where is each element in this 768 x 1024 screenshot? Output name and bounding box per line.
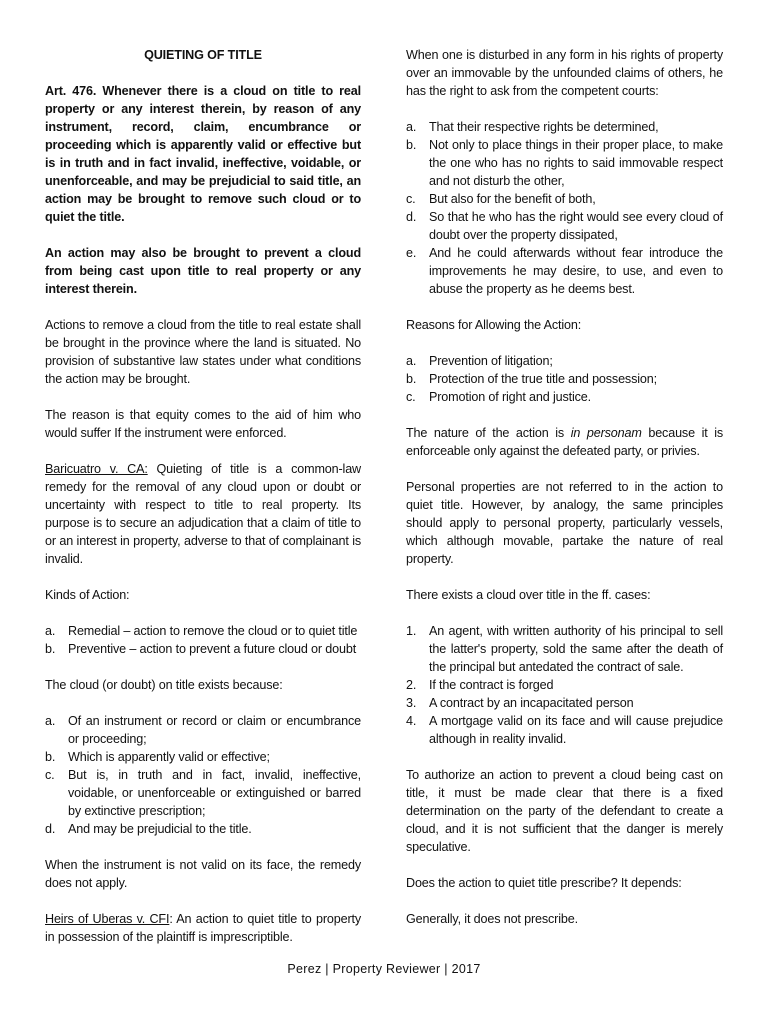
list-marker: b. — [406, 372, 417, 386]
list-marker: c. — [406, 390, 416, 404]
list-text: So that he who has the right would see every cloud of doubt over the property dissipated, — [429, 210, 723, 242]
list-text: And he could afterwards without fear introduce the improvements he may desire, to use, and even to abuse the property as he deems best. — [429, 246, 723, 296]
generally-paragraph: Generally, it does not prescribe. — [406, 912, 578, 926]
list-text: But also for the benefit of both, — [429, 192, 596, 206]
list-item — [406, 712, 723, 748]
list-item — [406, 676, 723, 694]
list-text: Promotion of right and justice. — [429, 390, 591, 404]
rights-list — [406, 118, 723, 298]
list-text: Prevention of litigation; — [429, 354, 553, 368]
list-marker: 3. — [406, 696, 417, 710]
cases-heading: There exists a cloud over title in the ff. cases: — [406, 588, 651, 602]
venue-paragraph: Actions to remove a cloud from the title to real estate shall be brought in the province where the land is situated. No provision of substantive law states under what conditions the action may be brought. — [45, 318, 361, 386]
list-marker: a. — [406, 354, 417, 368]
list-item — [406, 208, 723, 244]
list-text: Remedial – action to remove the cloud or to quiet title — [68, 624, 358, 638]
authorize-paragraph: To authorize an action to prevent a cloud being cast on title, it must be made clear that there is a fixed determination on the party of the defendant to create a cloud, and it is not sufficient that the danger is merely speculative. — [406, 768, 723, 854]
list-marker: a. — [45, 624, 56, 638]
list-text: A mortgage valid on its face and will cause prejudice although in reality invalid. — [429, 714, 723, 746]
kinds-heading: Kinds of Action: — [45, 588, 130, 602]
cloud-list — [45, 712, 361, 838]
list-marker: b. — [406, 138, 417, 152]
list-item — [406, 622, 723, 676]
list-item — [45, 712, 361, 748]
list-item — [406, 694, 723, 712]
list-text: Protection of the true title and possession; — [429, 372, 657, 386]
list-item — [45, 622, 361, 640]
nature-paragraph — [406, 424, 723, 460]
article-476-second-paragraph: An action may also be brought to prevent a cloud from being cast upon title to real property or any interest therein. — [45, 246, 361, 296]
equity-paragraph: The reason is that equity comes to the aid of him who would suffer If the instrument were enforced. — [45, 408, 361, 440]
reasons-list — [406, 352, 723, 406]
heirs-paragraph — [45, 910, 361, 946]
list-marker: d. — [406, 210, 417, 224]
cloud-heading: The cloud (or doubt) on title exists because: — [45, 678, 283, 692]
list-item — [406, 190, 723, 208]
list-text: A contract by an incapacitated person — [429, 696, 634, 710]
list-item — [45, 820, 361, 838]
list-item — [406, 118, 723, 136]
heirs-case-name: Heirs of Uberas v. CFI — [45, 912, 170, 926]
cases-list — [406, 622, 723, 748]
list-marker: e. — [406, 246, 417, 260]
prescribe-question: Does the action to quiet title prescribe? It depends: — [406, 876, 682, 890]
list-text: Which is apparently valid or effective; — [68, 750, 270, 764]
list-marker: a. — [406, 120, 417, 134]
list-marker: a. — [45, 714, 56, 728]
list-item — [406, 352, 723, 370]
heirs-text: : An action to quiet title to property in possession of the plaintiff is imprescriptible. — [45, 912, 361, 944]
list-text: That their respective rights be determined, — [429, 120, 659, 134]
baricuatro-text: Quieting of title is a common-law remedy for the removal of any cloud upon or doubt or uncertainty with respect to title to real property. Its purpose is to secure an adjudication that a claim of title to or an interest in property, adverse to that of complainant is invalid. — [45, 462, 361, 566]
reasons-heading: Reasons for Allowing the Action: — [406, 318, 582, 332]
list-marker: c. — [45, 768, 55, 782]
list-text: But is, in truth and in fact, invalid, ineffective, voidable, or unenforceable or extinguished or barred by extinctive prescription; — [68, 768, 361, 818]
article-476: Art. 476. Whenever there is a cloud on title to real property or any interest therein, by reason of any instrument, record, claim, encumbrance or proceeding which is apparently valid or effective but is in truth and in fact invalid, ineffective, voidable, or unenforceable, and may be prejudicial to said title, an action may be brought to remove such cloud or to quiet the title. — [45, 84, 361, 224]
list-text: Of an instrument or record or claim or encumbrance or proceeding; — [68, 714, 361, 746]
nature-text-end: because it is enforceable only against the defeated party, or privies. — [406, 426, 724, 458]
list-marker: 4. — [406, 714, 417, 728]
list-marker: 2. — [406, 678, 417, 692]
list-text: Not only to place things in their proper place, to make the one who has no rights to said immovable respect and not disturb the other, — [429, 138, 723, 188]
nature-text-start: The nature of the action is — [406, 426, 571, 440]
left-column — [45, 46, 361, 964]
page-title: QUIETING OF TITLE — [144, 48, 262, 62]
list-marker: b. — [45, 750, 56, 764]
list-marker: c. — [406, 192, 416, 206]
baricuatro-paragraph — [45, 460, 361, 568]
list-marker: b. — [45, 642, 56, 656]
disturbed-paragraph: When one is disturbed in any form in his rights of property over an immovable by the unfounded claims of others, he has the right to ask from the competent courts: — [406, 48, 723, 98]
list-marker: d. — [45, 822, 56, 836]
page-footer: Perez | Property Reviewer | 2017 — [287, 962, 481, 976]
list-item — [406, 244, 723, 298]
baricuatro-case-name: Baricuatro v. CA: — [45, 462, 148, 476]
list-item — [406, 136, 723, 190]
list-text: And may be prejudicial to the title. — [68, 822, 252, 836]
not-valid-paragraph: When the instrument is not valid on its face, the remedy does not apply. — [45, 858, 361, 890]
in-personam-term: in personam — [570, 426, 642, 440]
list-text: An agent, with written authority of his principal to sell the latter's property, sold the same after the death of the principal but antedated the contract of sale. — [429, 624, 723, 674]
list-marker: 1. — [406, 624, 417, 638]
personal-property-paragraph: Personal properties are not referred to in the action to quiet title. However, by analogy, the same principles should apply to personal property, particularly vessels, which although movable, partake the nature of real property. — [406, 480, 723, 566]
list-item — [45, 748, 361, 766]
kinds-list — [45, 622, 361, 658]
list-item — [45, 640, 361, 658]
list-text: If the contract is forged — [429, 678, 554, 692]
list-item — [45, 766, 361, 820]
right-column — [406, 46, 723, 946]
list-item — [406, 370, 723, 388]
list-text: Preventive – action to prevent a future cloud or doubt — [68, 642, 357, 656]
list-item — [406, 388, 723, 406]
